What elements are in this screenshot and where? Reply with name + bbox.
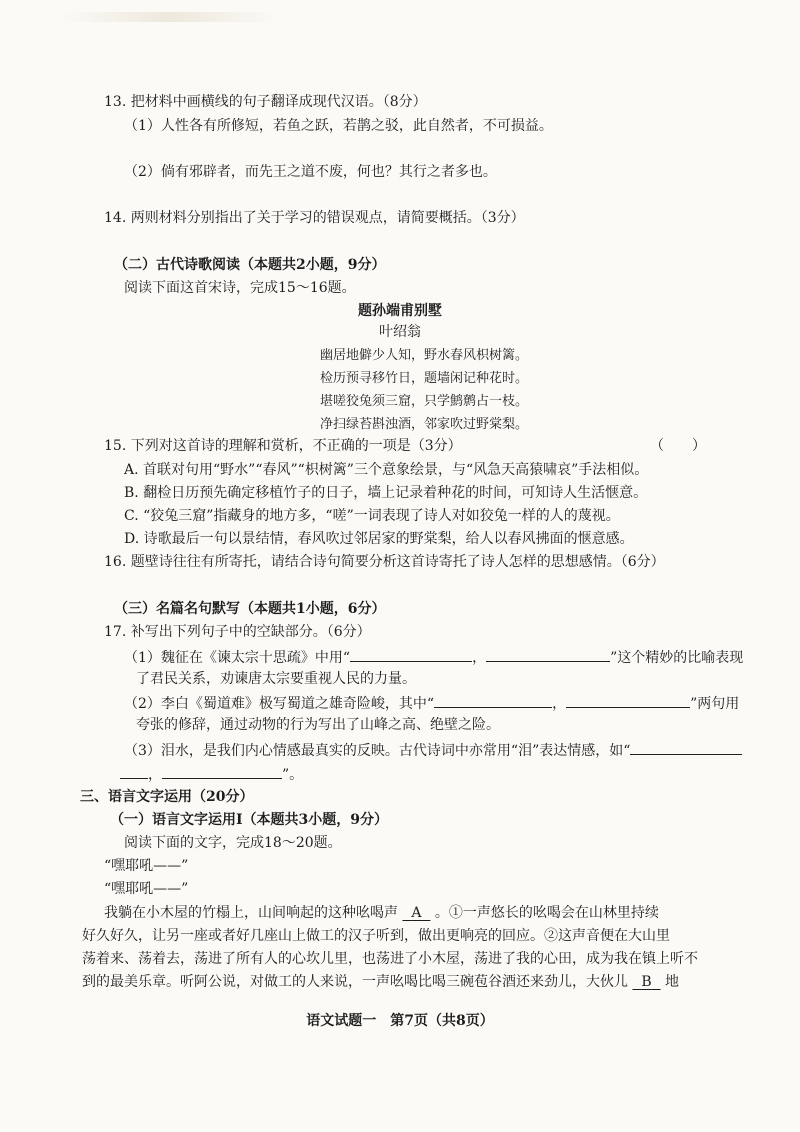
q15-answer-paren: （ ）	[650, 438, 706, 454]
fill-blank[interactable]	[566, 693, 690, 708]
passage-line: 到的最美乐章。听阿公说，对做工的人来说，一声吆喝比喝三碗苞谷酒还来劲儿，大伙儿 B 地	[82, 974, 680, 990]
q16-stem: 16. 题壁诗往往有所寄托，请结合诗句简要分析这首诗寄托了诗人怎样的思想感情。（6分）	[104, 554, 665, 570]
scan-smudge	[60, 12, 280, 22]
q13-sentence-1: （1）人性各有所修短，若鱼之跃，若鹊之驳，此自然者，不可损益。	[124, 118, 553, 134]
section-heading-language-1: （一）语言文字运用Ⅰ（本题共3小题，9分）	[110, 812, 389, 828]
poem-line: 检历预寻移竹日，题墙闲记种花时。	[320, 371, 529, 386]
q15-stem: 15. 下列对这首诗的理解和赏析，不正确的一项是（3分）	[104, 438, 462, 454]
fill-blank[interactable]	[162, 764, 282, 779]
poem-line: 幽居地僻少人知，野水春风枳树篱。	[320, 348, 529, 363]
section-heading-poetry: （二）古代诗歌阅读（本题共2小题，9分）	[114, 257, 386, 273]
poem-line: 净扫绿苔斟浊酒，邻家吹过野棠梨。	[320, 417, 529, 432]
q14-stem: 14. 两则材料分别指出了关于学习的错误观点，请简要概括。（3分）	[104, 210, 525, 226]
q17-part-3-cont: ， ”。	[120, 764, 303, 784]
passage-line: 荡着来、荡着去，荡进了所有人的心坎儿里，也荡进了小木屋，荡进了我的心田，成为我在镇上听不	[82, 951, 698, 967]
q17-part-1-cont: 了君民关系，劝谏唐太宗要重视人民的力量。	[136, 671, 416, 687]
section-heading-recitation: （三）名篇名句默写（本题共1小题，6分）	[114, 601, 386, 617]
q13-stem: 13. 把材料中画横线的句子翻译成现代汉语。（8分）	[104, 94, 427, 110]
q17-stem: 17. 补写出下列句子中的空缺部分。（6分）	[104, 624, 371, 640]
language-intro: 阅读下面的文字，完成18～20题。	[124, 835, 342, 851]
fill-blank[interactable]	[630, 740, 742, 755]
q15-option-b: B. 翻检日历预先确定移植竹子的日子，墙上记录着种花的时间，可知诗人生活惬意。	[124, 485, 648, 501]
poetry-intro: 阅读下面这首宋诗，完成15～16题。	[124, 280, 356, 296]
q15-option-a: A. 首联对句用“野水”“春风”“枳树篱”三个意象绘景，与“风急天高猿啸哀”手法相似。	[124, 462, 649, 478]
q17-part-2: （2）李白《蜀道难》极写蜀道之雄奇险峻，其中“ ， ”两句用	[124, 693, 739, 713]
fill-blank[interactable]	[434, 693, 552, 708]
q17-part-2-cont: 夸张的修辞，通过动物的行为写出了山峰之高、绝壁之险。	[136, 717, 500, 733]
blank-b-label: B	[641, 974, 652, 990]
fill-blank[interactable]	[350, 647, 472, 662]
q15-option-c: C. “狡兔三窟”指藏身的地方多，“嗟”一词表现了诗人对如狡兔一样的人的蔑视。	[124, 508, 620, 524]
passage-line: 我躺在小木屋的竹榻上，山间响起的这种吆喝声 A 。①一声悠长的吆喝会在山林里持续	[104, 905, 659, 921]
poem-author: 叶绍翁	[379, 324, 421, 340]
q13-sentence-2: （2）倘有邪辟者，而先王之道不废，何也？其行之者多也。	[124, 164, 497, 180]
page-footer: 语文试题一 第7页（共8页）	[306, 1013, 494, 1029]
q17-part-1: （1）魏征在《谏太宗十思疏》中用“ ， ”这个精妙的比喻表现	[124, 647, 743, 667]
fill-blank[interactable]	[120, 764, 148, 779]
fill-blank[interactable]	[486, 647, 610, 662]
call-line: “嘿耶吼——”	[104, 881, 189, 897]
q17-part-3: （3）泪水，是我们内心情感最真实的反映。古代诗词中亦常用“泪”表达情感，如“	[124, 740, 742, 760]
part-heading-language: 三、语言文字运用（20分）	[80, 789, 254, 805]
call-line: “嘿耶吼——”	[104, 858, 189, 874]
poem-title: 题孙端甫别墅	[358, 303, 442, 319]
passage-line: 好久好久，让另一座或者好几座山上做工的汉子听到，做出更响亮的回应。②这声音便在大山里	[82, 928, 670, 944]
q15-option-d: D. 诗歌最后一句以景结情，春风吹过邻居家的野棠梨，给人以春风拂面的惬意感。	[124, 531, 634, 547]
poem-line: 堪嗟狡兔须三窟，只学鹪鹩占一枝。	[320, 394, 529, 409]
blank-a-label: A	[411, 905, 422, 921]
